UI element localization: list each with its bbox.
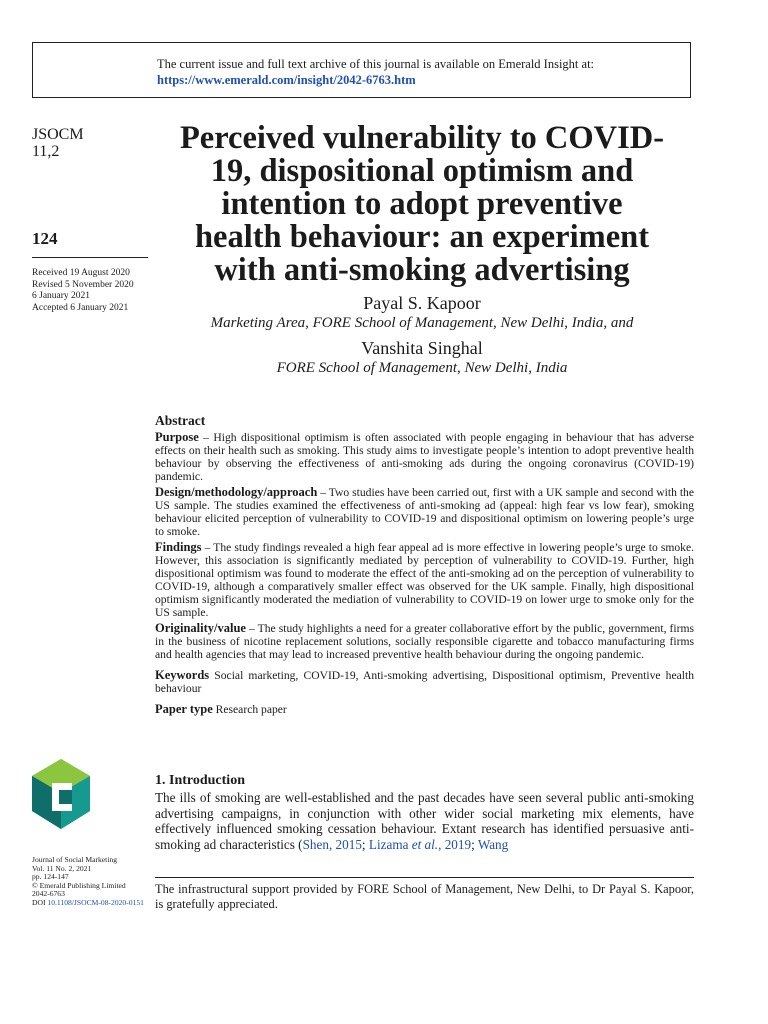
citation-etal: et al.	[411, 837, 439, 853]
title-line: intention to adopt preventive	[221, 186, 623, 222]
doi-label: DOI	[32, 897, 46, 907]
paper-title	[150, 122, 694, 287]
author-name: Vanshita Singhal	[361, 338, 483, 358]
design-label: Design/methodology/approach	[155, 485, 318, 499]
design-text: – Two studies have been carried out, first with a UK sample and second with the US sample. The studies examined the effectiveness of anti-smoking ad (appeal: high fear vs low fear), smoking behaviour elicited perception of vulnerability to COVID-19 and dispositional optimism on lowering people’s urge to smoke.	[155, 486, 694, 538]
abstract-purpose	[155, 431, 694, 483]
title-line: Perceived vulnerability to COVID-	[179, 120, 665, 156]
date-line: Revised 5 November 2020	[32, 279, 134, 290]
abstract-heading: Abstract	[155, 413, 206, 428]
abstract-originality	[155, 622, 694, 661]
acknowledgement-footnote: The infrastructural support provided by FORE School of Management, New Delhi, to Dr Payal S. Kapoor, is gratefully appreciated.	[155, 882, 694, 911]
journal-abbreviation: JSOCM	[32, 126, 84, 143]
author-name: Payal S. Kapoor	[363, 293, 481, 313]
introduction-heading: 1. Introduction	[155, 773, 245, 788]
abstract-design	[155, 486, 694, 538]
date-line: Received 19 August 2020	[32, 268, 130, 278]
margin-divider	[32, 257, 148, 258]
archive-notice-box	[32, 42, 691, 98]
date-line: Accepted 6 January 2021	[32, 302, 129, 313]
paper-type-text: Research paper	[212, 703, 287, 716]
journal-info-line: © Emerald Publishing Limited	[32, 880, 126, 890]
paper-type-label: Paper type	[155, 702, 213, 716]
journal-info-line: 2042-6763	[32, 889, 65, 899]
doi-link[interactable]: 10.1108/JSOCM-08-2020-0151	[47, 897, 144, 907]
journal-code	[32, 126, 84, 160]
abstract-findings	[155, 541, 694, 619]
journal-info-line: pp. 124-147	[32, 872, 69, 882]
abstract-keywords	[155, 669, 694, 695]
archive-notice-text	[157, 56, 594, 88]
findings-label: Findings	[155, 540, 202, 554]
title-line: health behaviour: an experiment	[194, 219, 650, 255]
findings-text: – The study findings revealed a high fear appeal ad is more effective in lowering people’s urge to smoke. However, this association is significantly mediated by perception of vulnerability to COVID-19. Further, high dispositional optimism was found to moderate the effect of the anti-smoking ad on the perception of vulnerability to COVID-19, although a comparatively smaller effect was observed for the UK sample. Finally, high dispositional optimism significantly moderated the mediation of vulnerability to COVID-19 on lower urge to smoke only for the US sample.	[155, 541, 694, 619]
journal-info	[32, 856, 144, 908]
keywords-label: Keywords	[155, 668, 210, 682]
citation-author: Lizama	[368, 837, 412, 853]
volume-issue: 11,2	[32, 143, 60, 160]
keywords-text: Social marketing, COVID-19, Anti-smoking advertising, Dispositional optimism, Preventive health behaviour	[155, 669, 694, 695]
title-line: with anti-smoking advertising	[214, 252, 630, 288]
citation-year: , 2019	[438, 837, 472, 853]
abstract-paper-type	[155, 703, 694, 716]
introduction-text: The ills of smoking are well-established and the past decades have seen several public anti-smoking advertising campaigns, in conjunction with other wider social marketing mix elements, have effectively influenced smoking cessation behaviour. Extant research has identified persuasive anti-smoking ad characteristics (	[155, 789, 694, 853]
purpose-text: – High dispositional optimism is often associated with people engaging in behaviour that has adverse effects on their health such as smoking. This study aims to investigate people’s intention to adopt preventive health behaviour by observing the effectiveness of anti-smoking ads during the ongoing coronavirus (COVID-19) pandemic.	[155, 431, 694, 483]
author-affiliation: Marketing Area, FORE School of Management, New Delhi, India, and	[210, 315, 634, 331]
purpose-label: Purpose	[155, 430, 199, 444]
author-affiliation: FORE School of Management, New Delhi, India	[276, 360, 568, 376]
citation-link[interactable]: Shen, 2015	[302, 837, 362, 853]
date-line: 6 January 2021	[32, 291, 91, 301]
journal-info-line: Journal of Social Marketing	[32, 855, 117, 864]
originality-text: – The study highlights a need for a greater collaborative effort by the public, government, firms in the business of nicotine replacement solutions, socially responsible cigarette and tobacco manufacturing firms and health agencies that may lead to increased preventive health behaviour during the ongoing pandemic.	[155, 622, 694, 661]
emerald-logo-icon	[32, 759, 90, 829]
citation-link[interactable]	[369, 837, 471, 852]
page-number: 124	[32, 229, 58, 248]
introduction-section: 1. Introduction The ills of smoking are well-established and the past decades have seen several public anti-smoking advertising campaigns, in conjunction with other wider social marketing mix elements, have effectively influenced smoking cessation behaviour. Extant research has identified persuasive anti-smoking ad characteristics (Shen, 2015; Lizama et al., 2019; Wang	[155, 773, 694, 853]
submission-dates	[32, 268, 134, 314]
archive-notice-line: The current issue and full text archive of this journal is available on Emerald Insight at:	[157, 57, 595, 71]
footnote-divider	[155, 877, 694, 878]
citation-link[interactable]: Wang	[477, 837, 509, 853]
doi-line	[32, 899, 144, 908]
journal-info-line: Vol. 11 No. 2, 2021	[32, 863, 92, 873]
journal-url-link[interactable]: https://www.emerald.com/insight/2042-6763.htm	[157, 73, 416, 87]
title-line: 19, dispositional optimism and	[210, 153, 634, 189]
originality-label: Originality/value	[155, 621, 246, 635]
abstract-section	[155, 414, 694, 719]
